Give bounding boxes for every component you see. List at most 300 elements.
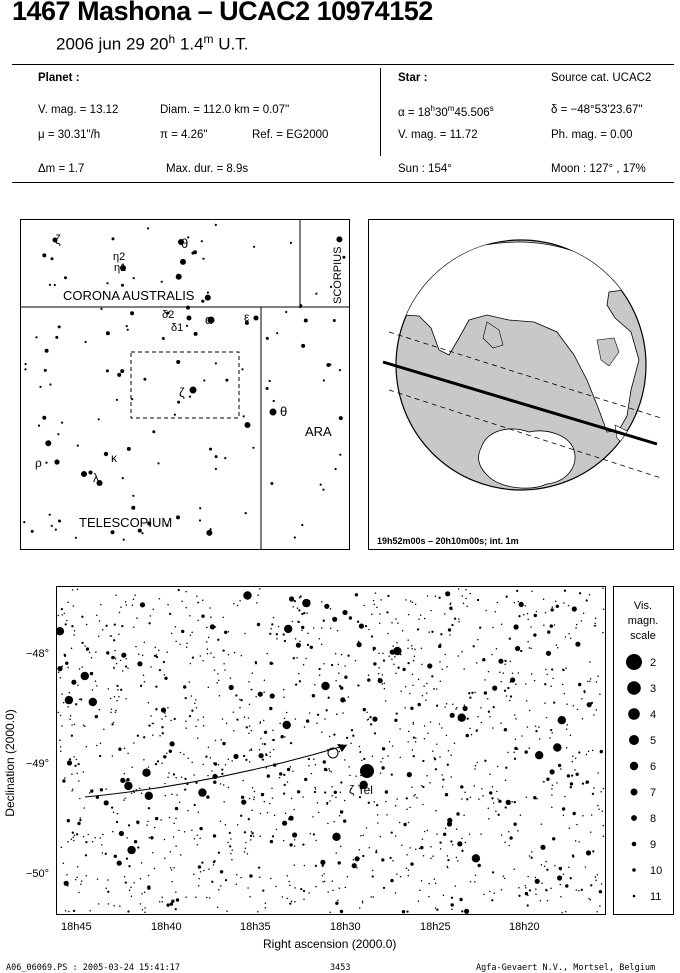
star — [287, 781, 289, 783]
star — [574, 769, 576, 771]
star — [509, 638, 511, 640]
star — [543, 625, 545, 627]
star — [199, 507, 201, 509]
star — [484, 658, 486, 660]
star — [365, 625, 367, 627]
star — [332, 617, 337, 622]
star — [338, 861, 341, 864]
star — [288, 881, 290, 883]
star — [119, 905, 121, 907]
star — [451, 903, 454, 906]
star — [143, 378, 146, 381]
star — [406, 868, 408, 870]
star — [126, 837, 128, 839]
star — [413, 660, 415, 662]
star — [556, 782, 558, 784]
star — [179, 802, 181, 804]
star — [111, 806, 113, 808]
star — [149, 787, 151, 789]
star — [339, 751, 341, 753]
star — [539, 738, 541, 740]
finder-chart-canvas — [21, 220, 349, 549]
star — [473, 645, 475, 647]
star — [510, 695, 512, 697]
star — [557, 647, 559, 649]
star — [178, 589, 180, 591]
star — [292, 771, 294, 773]
star — [400, 876, 402, 878]
star — [589, 594, 591, 596]
star — [99, 709, 101, 711]
star — [102, 852, 104, 854]
star — [509, 700, 511, 702]
planet-diameter: Diam. = 112.0 km = 0.07" — [160, 104, 290, 116]
star — [117, 813, 119, 815]
star — [314, 787, 316, 789]
star — [223, 663, 225, 665]
star — [211, 881, 213, 883]
star — [127, 910, 129, 912]
star — [116, 399, 118, 401]
star — [566, 747, 568, 749]
legend-title: magn. — [627, 615, 659, 627]
star — [121, 653, 126, 658]
star — [330, 628, 332, 630]
star — [374, 732, 376, 734]
star — [290, 242, 292, 244]
star — [450, 602, 452, 604]
star — [276, 633, 278, 635]
star — [387, 755, 389, 757]
star — [395, 805, 397, 807]
star — [527, 613, 529, 615]
star — [132, 495, 134, 497]
star — [436, 833, 438, 835]
star — [535, 888, 537, 890]
star — [315, 865, 317, 867]
star — [368, 675, 370, 677]
star — [480, 833, 482, 835]
star — [84, 645, 86, 647]
star — [183, 753, 185, 755]
star — [160, 819, 162, 821]
star — [464, 909, 469, 914]
star — [132, 605, 134, 607]
star — [382, 683, 384, 685]
star — [328, 697, 330, 699]
star — [272, 729, 274, 731]
star — [366, 711, 368, 713]
star — [208, 637, 210, 639]
star — [283, 696, 285, 698]
star — [322, 489, 324, 491]
star — [156, 656, 158, 658]
star — [162, 732, 164, 734]
star — [124, 876, 126, 878]
star — [273, 617, 275, 619]
star — [183, 685, 186, 688]
star — [294, 839, 296, 841]
star — [340, 846, 342, 848]
star — [332, 890, 334, 892]
star — [295, 683, 297, 685]
star — [180, 259, 186, 265]
star — [173, 773, 175, 775]
star — [550, 729, 552, 731]
star — [427, 830, 429, 832]
star — [301, 630, 303, 632]
star — [131, 896, 133, 898]
star — [372, 755, 374, 757]
star-label: ζ — [55, 232, 61, 247]
star — [231, 859, 233, 861]
star — [303, 890, 305, 892]
star — [466, 605, 468, 607]
star — [335, 680, 337, 682]
star — [257, 911, 259, 913]
star — [218, 764, 220, 766]
star — [120, 660, 122, 662]
star — [513, 868, 515, 870]
star — [368, 802, 370, 804]
star — [491, 654, 493, 656]
star — [74, 724, 76, 726]
legend-dot — [632, 868, 636, 872]
star — [491, 899, 493, 901]
star — [74, 834, 76, 836]
star — [259, 749, 261, 751]
star — [45, 349, 49, 353]
star — [243, 415, 245, 417]
star — [484, 679, 486, 681]
star — [450, 755, 452, 757]
star — [157, 760, 159, 762]
star — [412, 685, 414, 687]
star — [575, 642, 580, 647]
star — [150, 666, 152, 668]
legend-magnitude: 11 — [650, 891, 662, 903]
star — [102, 834, 104, 836]
star — [589, 661, 591, 663]
star — [400, 757, 402, 759]
star — [187, 810, 189, 812]
star — [422, 838, 424, 840]
star — [249, 761, 251, 763]
star — [163, 755, 166, 758]
bright-star — [270, 409, 277, 416]
star — [67, 819, 70, 822]
star — [230, 677, 232, 679]
star — [251, 749, 253, 751]
star — [446, 735, 448, 737]
star — [335, 468, 337, 470]
star — [140, 602, 145, 607]
star — [526, 700, 528, 702]
star — [448, 750, 450, 752]
star — [136, 821, 139, 824]
star — [142, 909, 144, 911]
star — [89, 698, 97, 706]
star — [554, 865, 556, 867]
star — [549, 737, 551, 739]
star — [176, 360, 180, 364]
star — [141, 532, 143, 534]
star — [292, 621, 294, 623]
star — [309, 712, 311, 714]
star — [458, 621, 460, 623]
star — [572, 606, 577, 611]
star — [407, 741, 409, 743]
star — [389, 741, 391, 743]
star — [534, 680, 536, 682]
star — [427, 663, 432, 668]
star — [98, 636, 100, 638]
star — [567, 774, 570, 777]
legend-dot — [630, 762, 638, 770]
star — [327, 891, 329, 893]
star — [83, 771, 85, 773]
star — [452, 703, 454, 705]
star — [533, 796, 536, 799]
y-tick: −49° — [26, 758, 50, 770]
star — [124, 782, 132, 790]
star — [572, 755, 574, 757]
star — [520, 650, 522, 652]
star — [396, 873, 398, 875]
star — [592, 850, 594, 852]
star — [159, 669, 161, 671]
star — [492, 786, 494, 788]
star — [563, 815, 565, 817]
star — [207, 648, 209, 650]
star — [194, 703, 196, 705]
star — [186, 643, 188, 645]
star — [86, 624, 88, 626]
star — [484, 691, 487, 694]
star — [71, 773, 73, 775]
star — [449, 634, 451, 636]
star — [120, 369, 124, 373]
bright-star — [190, 387, 197, 394]
star — [315, 886, 317, 888]
globe-canvas — [369, 220, 673, 549]
star — [233, 754, 238, 759]
star — [595, 876, 597, 878]
x-tick: 18h35 — [240, 921, 271, 933]
star — [237, 824, 239, 826]
star-label: δ2 — [162, 309, 175, 321]
star — [367, 678, 370, 681]
star — [258, 692, 263, 697]
star — [409, 847, 411, 849]
star — [407, 639, 409, 641]
star — [353, 859, 355, 861]
star — [283, 689, 285, 691]
star — [344, 759, 346, 761]
star — [352, 863, 357, 868]
star — [530, 648, 532, 650]
star — [226, 723, 228, 725]
star — [152, 723, 154, 725]
star — [477, 599, 479, 601]
star — [579, 592, 581, 594]
star — [550, 624, 553, 627]
star — [359, 907, 361, 909]
star — [186, 325, 188, 327]
star — [435, 907, 437, 909]
star — [262, 743, 264, 745]
star — [424, 618, 426, 620]
star — [135, 646, 137, 648]
star — [199, 519, 201, 521]
star — [468, 692, 470, 694]
star — [315, 840, 317, 842]
star — [339, 369, 341, 371]
star — [290, 766, 292, 768]
star — [60, 677, 62, 679]
star — [582, 815, 584, 817]
star — [163, 661, 165, 663]
star — [119, 831, 124, 836]
star — [260, 721, 262, 723]
star — [409, 807, 411, 809]
star — [72, 589, 74, 591]
star — [470, 796, 472, 798]
star — [422, 760, 424, 762]
star — [266, 337, 269, 340]
star — [71, 724, 73, 726]
star — [421, 848, 423, 850]
star — [529, 647, 531, 649]
star — [283, 721, 291, 729]
star — [206, 897, 208, 899]
star — [489, 891, 491, 893]
star — [105, 887, 107, 889]
star — [328, 768, 330, 770]
star — [213, 656, 215, 658]
star — [393, 647, 401, 655]
star — [61, 614, 63, 616]
star — [373, 662, 376, 665]
star — [228, 631, 230, 633]
star — [551, 608, 554, 611]
star — [206, 627, 208, 629]
planet-motion: μ = 30.31"/h — [38, 129, 101, 141]
star — [73, 837, 75, 839]
star — [498, 814, 500, 816]
star — [317, 802, 319, 804]
star — [260, 738, 262, 740]
star — [450, 776, 452, 778]
star — [474, 881, 476, 883]
star — [58, 615, 60, 617]
star — [116, 700, 118, 702]
star — [489, 773, 491, 775]
star — [545, 669, 547, 671]
star — [487, 698, 489, 700]
star — [597, 772, 599, 774]
star — [600, 791, 602, 793]
star — [304, 865, 306, 867]
star — [375, 592, 377, 594]
star — [130, 311, 134, 315]
star — [110, 698, 112, 700]
star — [546, 674, 548, 676]
star — [597, 805, 599, 807]
star — [560, 896, 562, 898]
star — [61, 422, 63, 424]
star — [245, 848, 247, 850]
star — [201, 240, 203, 242]
star — [336, 236, 342, 242]
star — [136, 789, 138, 791]
star — [237, 605, 239, 607]
detail-chart-canvas — [57, 587, 605, 914]
star — [251, 809, 253, 811]
star — [159, 735, 161, 737]
star — [141, 893, 143, 895]
star — [131, 506, 135, 510]
star — [554, 624, 556, 626]
star — [264, 743, 266, 745]
star — [408, 614, 410, 616]
star — [377, 814, 379, 816]
star — [271, 787, 273, 789]
star — [599, 890, 602, 893]
star — [338, 664, 340, 666]
star — [461, 850, 463, 852]
star — [362, 834, 364, 836]
star — [586, 780, 589, 783]
star — [124, 748, 126, 750]
star — [77, 763, 79, 765]
star — [147, 227, 149, 229]
star — [65, 696, 73, 704]
star — [447, 821, 452, 826]
star — [419, 848, 421, 850]
star — [173, 823, 175, 825]
star — [266, 387, 269, 390]
star — [320, 484, 322, 486]
star — [594, 623, 596, 625]
star — [552, 785, 554, 787]
star — [501, 834, 503, 836]
star — [357, 621, 359, 623]
star — [76, 833, 78, 835]
star — [461, 910, 463, 912]
star — [270, 628, 272, 630]
star — [423, 855, 425, 857]
star — [516, 590, 518, 592]
star — [99, 837, 101, 839]
star — [321, 682, 329, 690]
star — [601, 883, 603, 885]
star — [115, 711, 117, 713]
star — [355, 856, 360, 861]
star — [224, 457, 226, 459]
star — [436, 909, 438, 911]
star — [391, 659, 393, 661]
star — [262, 758, 264, 760]
star — [553, 743, 561, 751]
star — [92, 841, 94, 843]
star — [552, 606, 554, 608]
star — [259, 836, 261, 838]
star — [90, 672, 93, 675]
star — [197, 719, 199, 721]
star — [61, 725, 63, 727]
star — [98, 418, 100, 420]
